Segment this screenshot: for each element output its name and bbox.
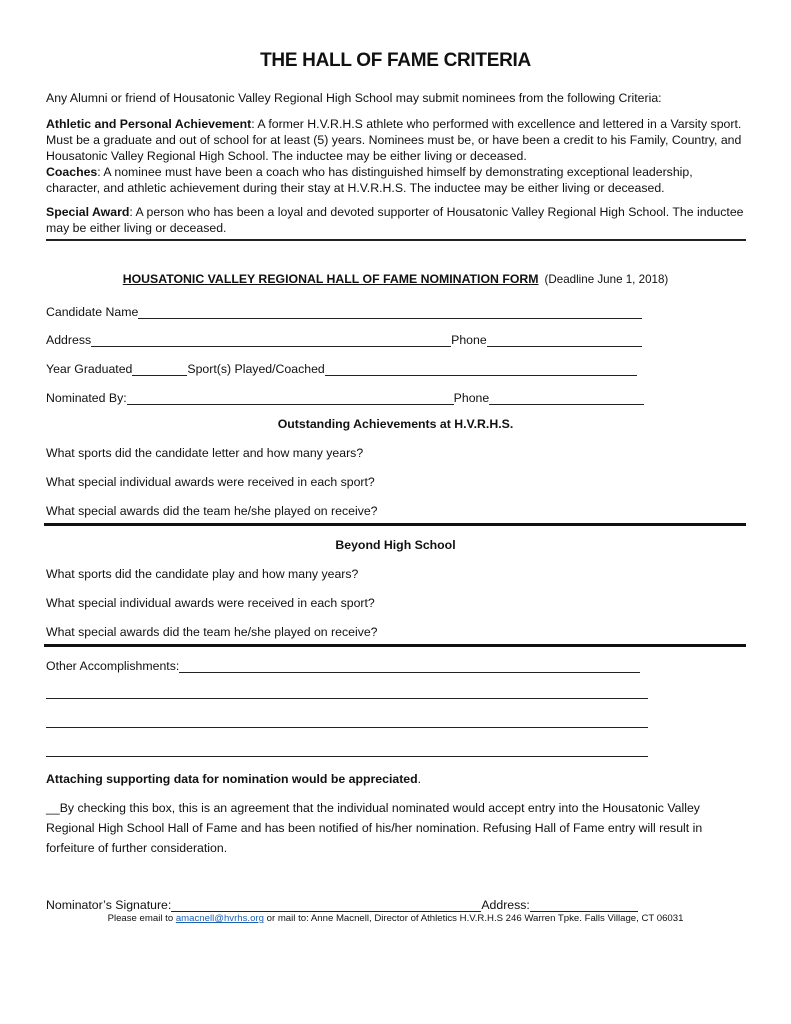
- criteria-special-label: Special Award: [46, 205, 130, 219]
- hs-question-1: What sports did the candidate letter and how many years?: [46, 446, 364, 460]
- section-divider-thick: [44, 644, 746, 647]
- email-link[interactable]: amacnell@hvrhs.org: [175, 913, 264, 924]
- intro-text: Any Alumni or friend of Housatonic Valley Regional High School may submit nominees from the following Criteria:: [46, 91, 662, 105]
- address-field[interactable]: [91, 333, 451, 347]
- footer-prefix: Please email to: [107, 913, 176, 924]
- candidate-name-row: [46, 303, 642, 319]
- deadline: (Deadline June 1, 2018): [544, 273, 669, 286]
- nominated-by-row: [46, 389, 644, 405]
- hs-question-2: What special individual awards were received in each sport?: [46, 475, 375, 489]
- beyond-question-1: What sports did the candidate play and how many years?: [46, 567, 359, 581]
- phone-label: Phone: [451, 333, 487, 347]
- phone-field[interactable]: [487, 333, 642, 347]
- criteria-athletic-label: Athletic and Personal Achievement: [46, 117, 252, 131]
- sports-label: Sport(s) Played/Coached: [187, 362, 325, 376]
- address-label: Address: [46, 333, 92, 347]
- section-divider-thick: [44, 523, 746, 526]
- nominated-by-label: Nominated By:: [46, 391, 127, 405]
- year-graduated-field[interactable]: [132, 362, 187, 376]
- signature-field[interactable]: [171, 898, 481, 912]
- supporting-note-text: Attaching supporting data for nomination would be appreciated: [46, 772, 418, 786]
- criteria-coaches-label: Coaches: [46, 165, 98, 179]
- section-beyond-heading: Beyond High School: [335, 538, 456, 552]
- signature-address-label: Address:: [481, 898, 530, 912]
- supporting-note-period: .: [417, 772, 422, 786]
- agreement-checkbox[interactable]: __: [46, 801, 60, 815]
- form-title: [0, 272, 791, 286]
- year-sports-row: [46, 360, 637, 376]
- hs-question-3: What special awards did the team he/she played on receive?: [46, 504, 378, 518]
- sports-field[interactable]: [325, 362, 637, 376]
- blank-line[interactable]: [46, 698, 648, 699]
- section-divider: [46, 239, 746, 241]
- signature-label: Nominator’s Signature:: [46, 898, 172, 912]
- address-row: [46, 331, 642, 347]
- agreement-text: [46, 798, 746, 858]
- supporting-note: [46, 772, 421, 786]
- candidate-name-field[interactable]: [138, 305, 642, 319]
- form-title-text: HOUSATONIC VALLEY REGIONAL HALL OF FAME NOMINATION FORM: [122, 272, 539, 286]
- other-accomplishments-field[interactable]: [179, 659, 640, 673]
- criteria-special: [46, 204, 750, 236]
- criteria-coaches-text: : A nominee must have been a coach who has distinguished himself by demonstrating exceptional leadership, character, and athletic achievement during their stay at H.V.R.H.S. The inductee may be either living or deceased.: [46, 165, 693, 195]
- footer: [0, 913, 791, 924]
- signature-row: [46, 896, 638, 912]
- blank-line[interactable]: [46, 756, 648, 757]
- blank-line[interactable]: [46, 727, 648, 728]
- criteria-athletic: [46, 116, 750, 164]
- other-accomplishments-row: [46, 657, 640, 673]
- beyond-question-2: What special individual awards were received in each sport?: [46, 596, 375, 610]
- beyond-question-3: What special awards did the team he/she played on receive?: [46, 625, 378, 639]
- candidate-name-label: Candidate Name: [46, 305, 139, 319]
- other-accomplishments-label: Other Accomplishments:: [46, 659, 180, 673]
- signature-address-field[interactable]: [530, 898, 638, 912]
- section-hs-heading: Outstanding Achievements at H.V.R.H.S.: [277, 417, 514, 431]
- criteria-athletic-text: : A former H.V.R.H.S athlete who performed with excellence and lettered in a Varsity sport. Must be a graduate and out of school for at least (5) years. Nominees must be, or have been a credit to his Family, Country, and Housatonic Valley Regional High School. The inductee may be either living or deceased.: [46, 117, 742, 163]
- nominator-phone-field[interactable]: [489, 391, 644, 405]
- footer-suffix: or mail to: Anne Macnell, Director of Athletics H.V.R.H.S 246 Warren Tpke. Falls Village, CT 06031: [263, 913, 684, 924]
- agreement-body: By checking this box, this is an agreement that the individual nominated would accept entry into the Housatonic Valley Regional High School Hall of Fame and has been notified of his/her nomination. Refusing Hall of Fame entry will result in forfeiture of further consideration.: [46, 801, 703, 855]
- nominator-phone-label: Phone: [453, 391, 490, 405]
- nominated-by-field[interactable]: [127, 391, 454, 405]
- page-title: THE HALL OF FAME CRITERIA: [260, 50, 531, 71]
- criteria-special-text: : A person who has been a loyal and devoted supporter of Housatonic Valley Regional High School. The inductee may be either living or deceased.: [46, 205, 744, 235]
- criteria-coaches: [46, 164, 750, 196]
- year-graduated-label: Year Graduated: [46, 362, 133, 376]
